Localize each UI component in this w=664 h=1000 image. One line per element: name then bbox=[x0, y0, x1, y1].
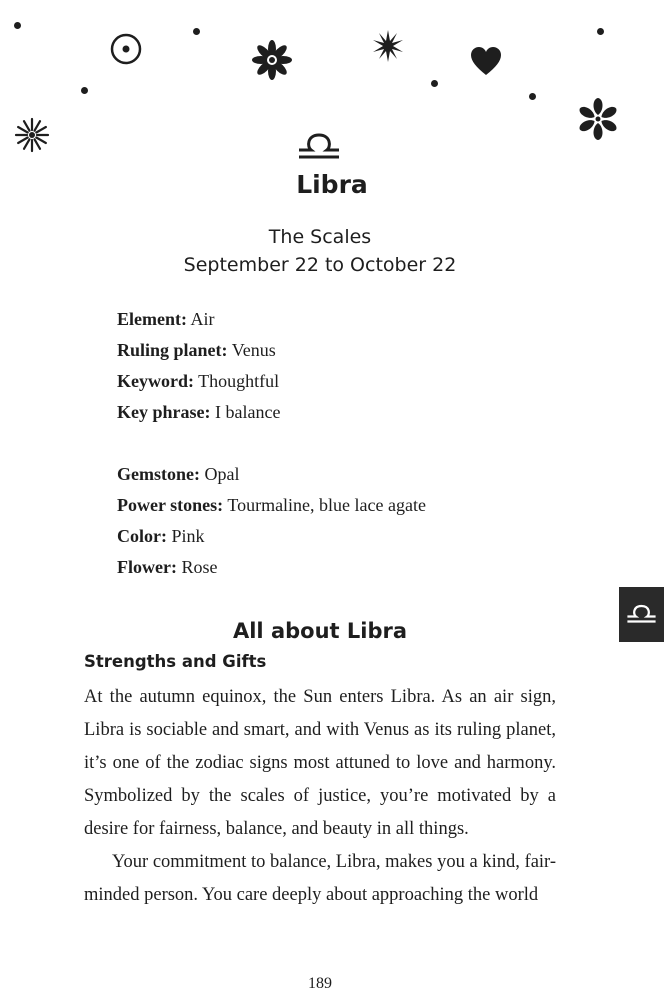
heart-icon bbox=[470, 46, 502, 76]
fact-value: Rose bbox=[176, 557, 218, 577]
fact-label: Gemstone: bbox=[117, 464, 200, 484]
fact-label: Ruling planet: bbox=[117, 340, 228, 360]
fact-label: Element: bbox=[117, 309, 187, 329]
fact-power-stones bbox=[117, 490, 426, 521]
fact-value: Thoughtful bbox=[193, 371, 280, 391]
sunburst-icon bbox=[14, 117, 50, 153]
fact-value: Pink bbox=[166, 526, 205, 546]
starburst-icon bbox=[372, 30, 404, 62]
fact-value: I balance bbox=[210, 402, 281, 422]
fact-value: Tourmaline, blue lace agate bbox=[223, 495, 426, 515]
flower-icon bbox=[250, 38, 294, 82]
fact-key-phrase bbox=[117, 397, 280, 428]
paragraph: Your commitment to balance, Libra, makes you a kind, fair-minded person. You care deeply about approaching the world bbox=[84, 852, 556, 905]
facts-secondary bbox=[117, 459, 426, 583]
decor-dot bbox=[14, 22, 21, 29]
fact-value: Air bbox=[186, 309, 215, 329]
fact-gemstone bbox=[117, 459, 426, 490]
fact-label: Flower: bbox=[117, 557, 177, 577]
decor-dot bbox=[597, 28, 604, 35]
section-subheading: Strengths and Gifts bbox=[84, 652, 267, 671]
fact-ruling-planet bbox=[117, 335, 280, 366]
paragraph: At the autumn equinox, the Sun enters Libra. As an air sign, Libra is sociable and smart, and with Venus as its ruling planet, it’s one of the zodiac signs most attuned to love and harmony. Symbolized by the scales of justice, you’re motivated by a desire for fairness, balance, and beauty in all things. bbox=[84, 687, 556, 839]
body-text bbox=[84, 681, 556, 912]
fact-color bbox=[117, 521, 426, 552]
decor-dot bbox=[431, 80, 438, 87]
fact-label: Keyword: bbox=[117, 371, 194, 391]
decor-dot bbox=[81, 87, 88, 94]
fact-keyword bbox=[117, 366, 280, 397]
sign-dates: September 22 to October 22 bbox=[183, 254, 457, 276]
section-heading: All about Libra bbox=[232, 619, 408, 643]
fact-label: Power stones: bbox=[117, 495, 224, 515]
decor-dot bbox=[193, 28, 200, 35]
fact-element bbox=[117, 304, 280, 335]
sign-subtitle: The Scales bbox=[268, 226, 372, 248]
facts-primary bbox=[117, 304, 280, 428]
fact-label: Color: bbox=[117, 526, 167, 546]
sign-title: Libra bbox=[296, 170, 368, 199]
rosette-icon bbox=[575, 96, 621, 142]
fact-value: Opal bbox=[199, 464, 240, 484]
decor-dot bbox=[529, 93, 536, 100]
sun-icon bbox=[109, 32, 143, 66]
page-number: 189 bbox=[308, 975, 332, 992]
fact-value: Venus bbox=[227, 340, 276, 360]
fact-flower bbox=[117, 552, 426, 583]
fact-label: Key phrase: bbox=[117, 402, 211, 422]
libra-symbol-icon bbox=[297, 130, 341, 160]
